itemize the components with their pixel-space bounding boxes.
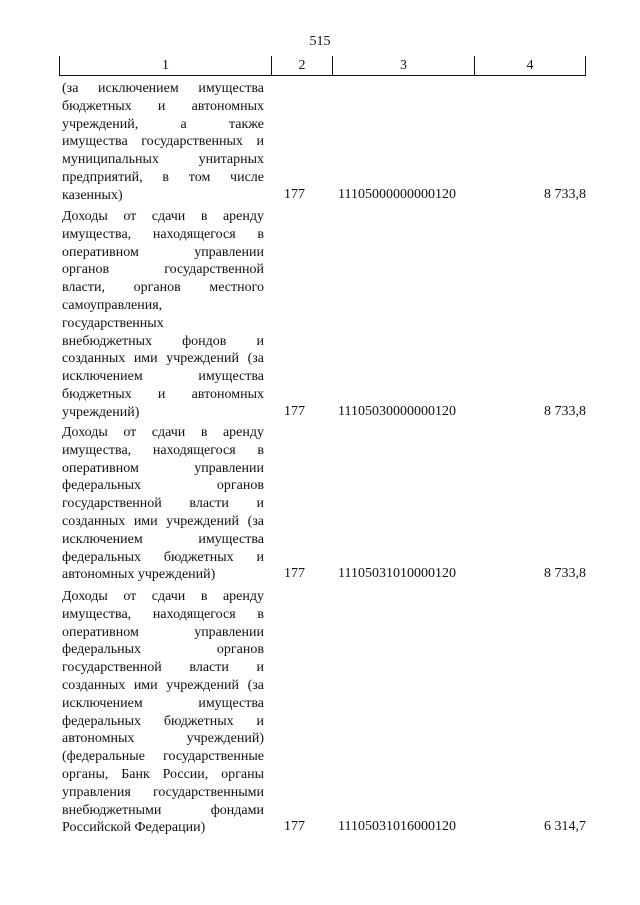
description-line: исключением имущества [62, 531, 264, 547]
description-line: (федеральные государственные [62, 749, 264, 765]
description-line: федеральных органов [62, 478, 264, 494]
description-line: учреждений) [62, 404, 140, 420]
description-line: предприятий, в том числе [62, 169, 264, 185]
description-line: Доходы от сдачи в аренду [62, 209, 264, 224]
description-line: исключением имущества [62, 695, 264, 711]
description-line: оперативном управлении [62, 244, 264, 260]
description-line: имущества, находящегося в [62, 226, 264, 242]
description-line: федеральных органов [62, 642, 264, 658]
description-line: созданных ими учреждений (за [62, 351, 264, 367]
admin-code: 177 [284, 566, 305, 582]
description-line: государственной власти и [62, 496, 264, 512]
row-description [62, 588, 264, 837]
header-col-3: 3 [333, 56, 475, 76]
description-line: Российской Федерации) [62, 820, 206, 836]
amount: 8 733,8 [544, 566, 586, 582]
row-description [62, 80, 264, 205]
description-line: федеральных бюджетных и [62, 713, 264, 729]
description-line: имущества, находящегося в [62, 442, 264, 458]
budget-classification-code: 11105000000000120 [338, 186, 456, 202]
budget-classification-code: 11105031010000120 [338, 566, 456, 582]
description-line: федеральных бюджетных и [62, 549, 264, 565]
description-line: внебюджетных фондов и [62, 333, 264, 349]
description-line: созданных ими учреждений (за [62, 677, 264, 693]
description-line: Доходы от сдачи в аренду [62, 589, 264, 604]
description-line: органов государственной [62, 262, 264, 278]
description-line: внебюджетными фондами [62, 802, 264, 818]
header-col-4: 4 [475, 56, 586, 76]
amount: 6 314,7 [544, 819, 586, 835]
description-line: государственной власти и [62, 660, 264, 676]
admin-code: 177 [284, 186, 305, 202]
description-line: автономных учреждений) [62, 731, 264, 747]
row-description [62, 208, 264, 422]
description-line: бюджетных и автономных [62, 386, 264, 402]
description-line: казенных) [62, 187, 123, 203]
header-col-2: 2 [272, 56, 333, 76]
description-line: муниципальных унитарных [62, 152, 264, 168]
description-line: исключением имущества [62, 369, 264, 385]
description-line: управления государственными [62, 784, 264, 800]
description-line: органы, Банк России, органы [62, 766, 264, 782]
description-line: оперативном управлении [62, 460, 264, 476]
description-line: государственных [62, 315, 164, 331]
description-line: созданных ими учреждений (за [62, 513, 264, 529]
description-line: оперативном управлении [62, 624, 264, 640]
description-line: имущества государственных и [62, 134, 264, 150]
amount: 8 733,8 [544, 403, 586, 419]
admin-code: 177 [284, 819, 305, 835]
description-line: самоуправления, [62, 297, 163, 313]
admin-code: 177 [284, 403, 305, 419]
description-line: власти, органов местного [62, 280, 264, 296]
row-description [62, 424, 264, 584]
amount: 8 733,8 [544, 186, 586, 202]
description-line: автономных учреждений) [62, 567, 216, 583]
table-header-row [59, 56, 586, 76]
description-line: учреждений, а также [62, 116, 264, 132]
budget-classification-code: 11105031016000120 [338, 819, 456, 835]
header-col-1: 1 [59, 56, 272, 76]
description-line: имущества, находящегося в [62, 606, 264, 622]
page-number: 515 [309, 34, 331, 49]
description-line: бюджетных и автономных [62, 98, 264, 114]
description-line: Доходы от сдачи в аренду [62, 425, 264, 440]
budget-classification-code: 11105030000000120 [338, 403, 456, 419]
description-line: (за исключением имущества [62, 81, 264, 96]
